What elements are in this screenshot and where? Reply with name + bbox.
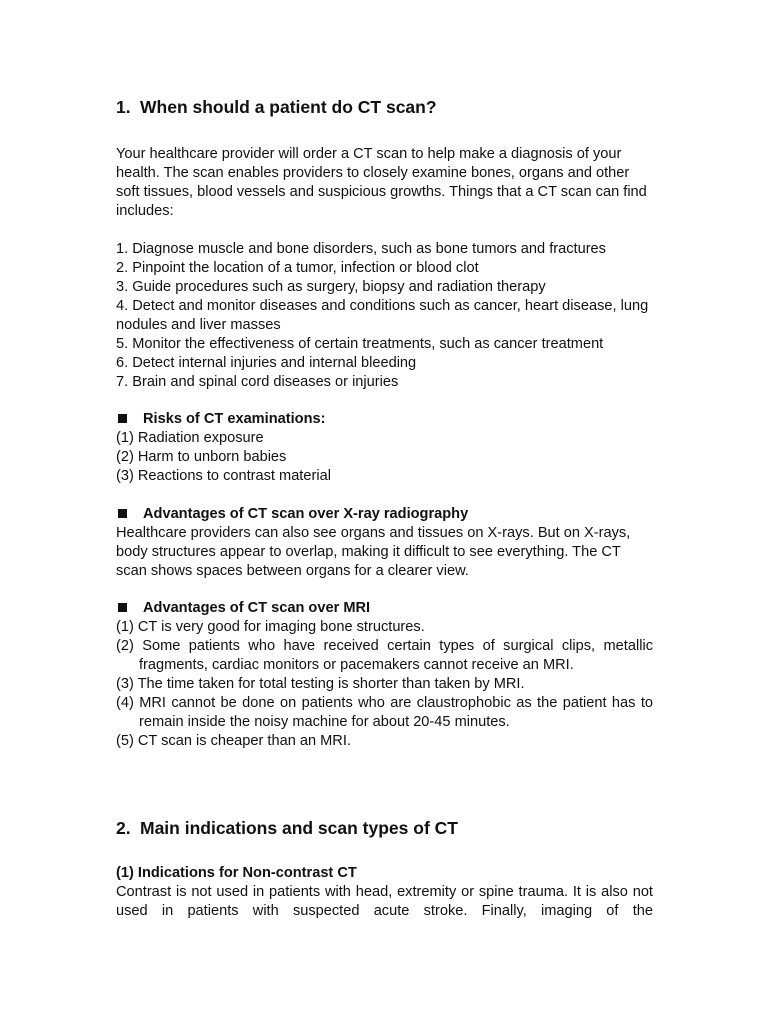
list-item: 5. Monitor the effectiveness of certain treatments, such as cancer treatment — [116, 336, 604, 352]
section-1-number: 1. — [116, 97, 131, 117]
list-item: (2) Some patients who have received certain types of surgical clips, metallic fragments, cardiac monitors or pacemakers cannot receive an MRI. — [116, 638, 653, 673]
list-item: (1) Radiation exposure — [116, 430, 264, 446]
non-contrast-ct-text: Contrast is not used in patients with head, extremity or spine trauma. It is also not used in patients with suspected acute stroke. Finally, imaging of the — [116, 884, 653, 919]
section-2-number: 2. — [116, 818, 131, 838]
list-item: (3) The time taken for total testing is shorter than taken by MRI. — [116, 676, 525, 692]
list-item: 1. Diagnose muscle and bone disorders, such as bone tumors and fractures — [116, 241, 606, 257]
list-item: (2) Harm to unborn babies — [116, 449, 287, 465]
list-item: (1) CT is very good for imaging bone structures. — [116, 619, 425, 635]
ct-findings-list — [116, 240, 653, 392]
risks-heading — [116, 410, 325, 429]
list-item: 2. Pinpoint the location of a tumor, infection or blood clot — [116, 260, 479, 276]
list-item: 4. Detect and monitor diseases and conditions such as cancer, heart disease, lung nodules and liver masses — [116, 298, 649, 333]
list-item: 3. Guide procedures such as surgery, biopsy and radiation therapy — [116, 279, 546, 295]
mri-advantages-heading — [116, 599, 370, 618]
risks-list — [116, 429, 653, 486]
list-item: (3) Reactions to contrast material — [116, 468, 331, 484]
list-item: 7. Brain and spinal cord diseases or injuries — [116, 374, 399, 390]
square-bullet-icon — [118, 509, 127, 518]
square-bullet-icon — [118, 414, 127, 423]
xray-advantages-heading — [116, 505, 468, 524]
xray-advantages-text: Healthcare providers can also see organs and tissues on X-rays. But on X-rays, body structures appear to overlap, making it difficult to see everything. The CT scan shows spaces between organs for a clearer view. — [116, 525, 631, 579]
mri-advantages-list — [116, 618, 653, 751]
section-1-heading — [116, 96, 437, 118]
list-item: 6. Detect internal injuries and internal bleeding — [116, 355, 417, 371]
square-bullet-icon — [118, 603, 127, 612]
section-2-heading — [116, 817, 458, 839]
mri-advantages-heading-text: Advantages of CT scan over MRI — [143, 600, 371, 616]
xray-advantages-heading-text: Advantages of CT scan over X-ray radiography — [143, 506, 469, 522]
risks-heading-text: Risks of CT examinations: — [143, 411, 326, 427]
section-2-title: Main indications and scan types of CT — [140, 818, 458, 838]
list-item: (5) CT scan is cheaper than an MRI. — [116, 733, 351, 749]
list-item: (4) MRI cannot be done on patients who are claustrophobic as the patient has to remain inside the noisy machine for about 20-45 minutes. — [116, 695, 653, 730]
non-contrast-ct-subheading: (1) Indications for Non-contrast CT — [116, 865, 357, 881]
section-1-title: When should a patient do CT scan? — [140, 97, 437, 117]
section-1-intro: Your healthcare provider will order a CT scan to help make a diagnosis of your health. The scan enables providers to closely examine bones, organs and other soft tissues, blood vessels and suspicious growths. Things that a CT scan can find includes: — [116, 146, 647, 219]
